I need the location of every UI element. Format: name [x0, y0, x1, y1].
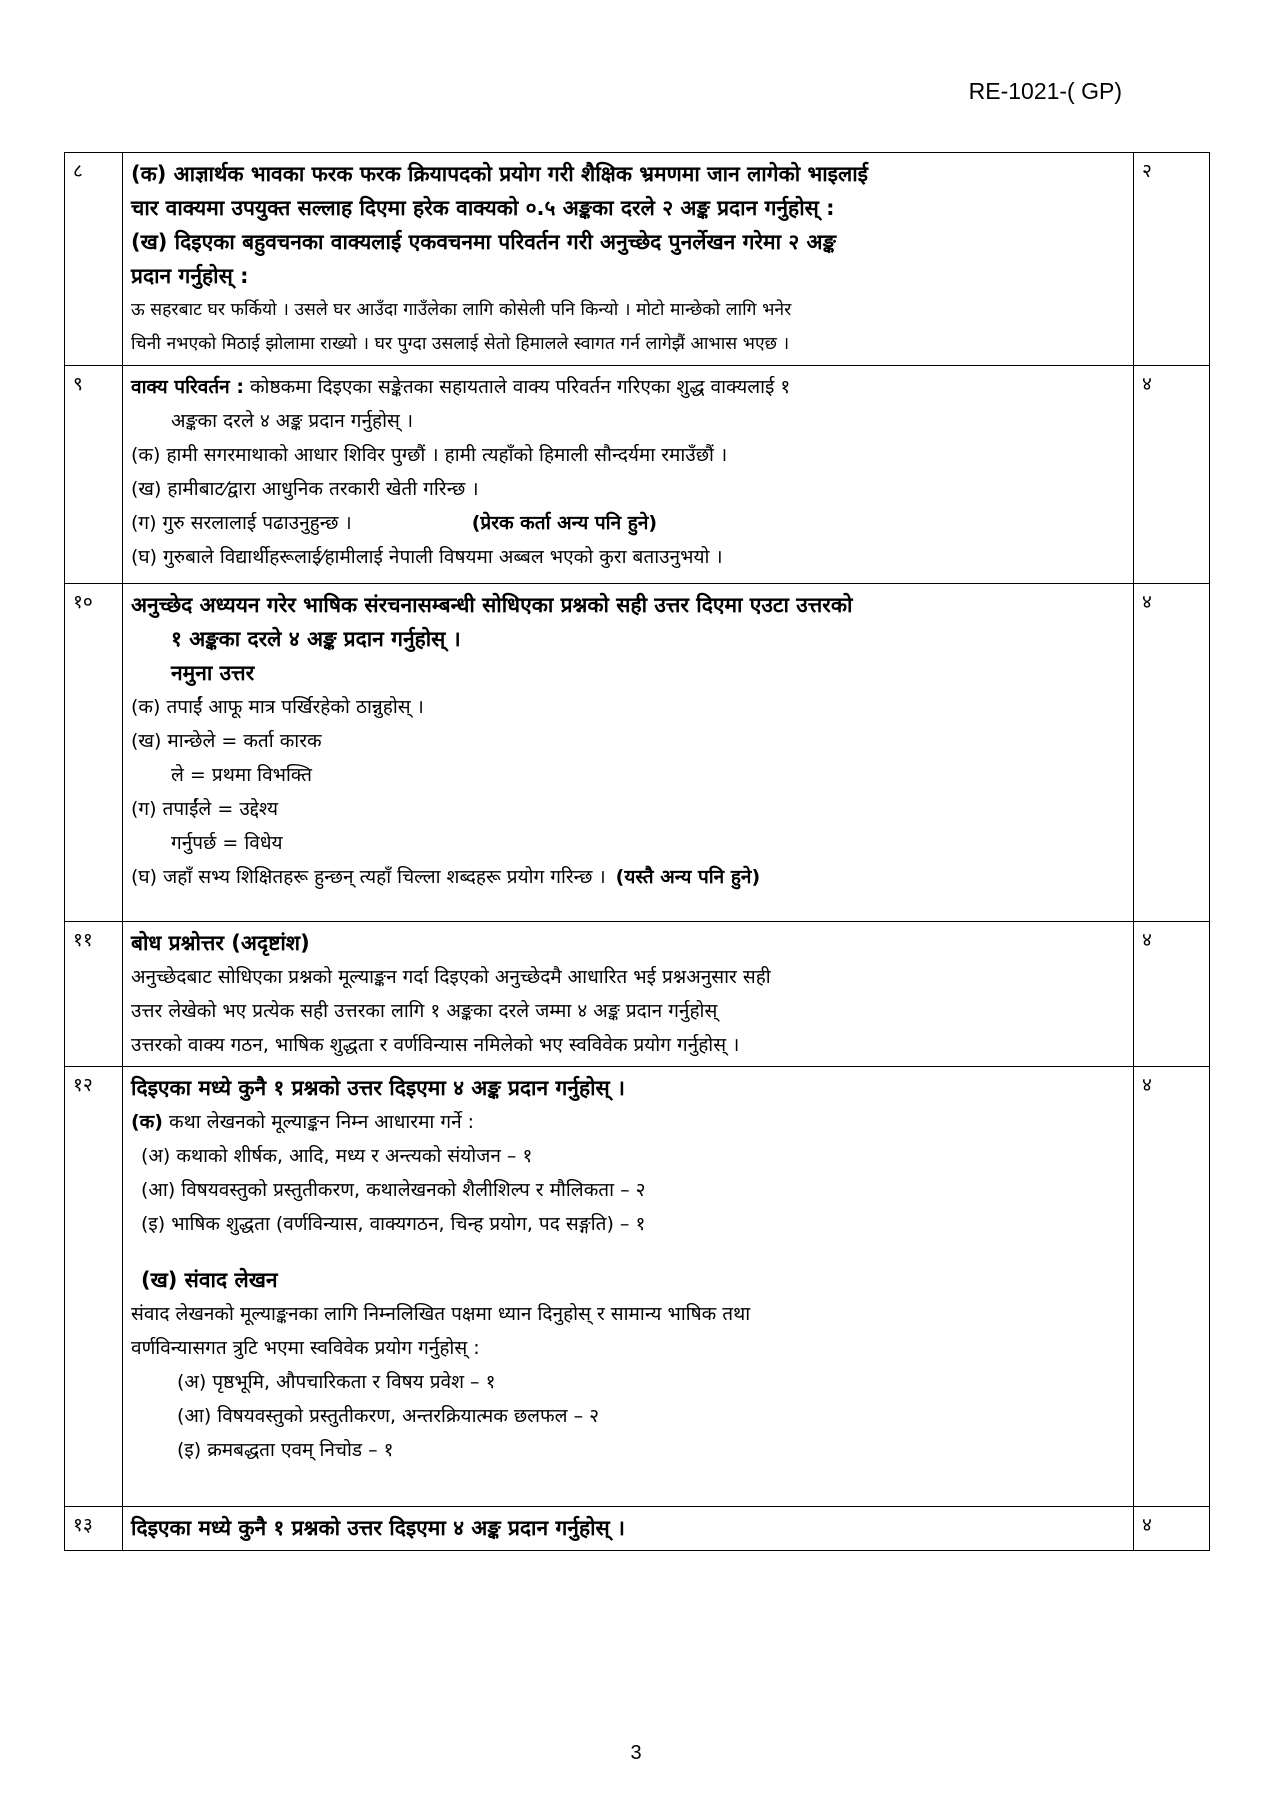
answer-line: (ख) हामीबाट⁄द्वारा आधुनिक तरकारी खेती गरिन्छ । [131, 478, 479, 500]
marks-value: ४ [1134, 922, 1210, 1067]
section-heading: दिइएका मध्ये कुनै १ प्रश्नको उत्तर दिइएमा ४ अङ्क प्रदान गर्नुहोस् । [131, 1516, 625, 1540]
instruction-line: (क) आज्ञार्थक भावका फरक फरक क्रियापदको प्रयोग गरी शैक्षिक भ्रमणमा जान लागेको भाइलाई [131, 162, 868, 186]
answer-line: (ख) मान्छेले = कर्ता कारक [131, 730, 322, 752]
table-row [65, 1067, 1210, 1507]
answer-line: (क) तपाईं आफू मात्र पर्खिरहेको ठान्नुहोस् । [131, 696, 424, 718]
table-row [65, 1507, 1210, 1551]
criteria-item: (अ) कथाको शीर्षक, आदि, मध्य र अन्त्यको संयोजन – १ [141, 1145, 533, 1167]
criteria-item: (आ) विषयवस्तुको प्रस्तुतीकरण, अन्तरक्रियात्मक छलफल – २ [177, 1405, 600, 1427]
criteria-item: (आ) विषयवस्तुको प्रस्तुतीकरण, कथालेखनको शैलीशिल्प र मौलिकता – २ [141, 1179, 646, 1201]
instruction-line: संवाद लेखनको मूल्याङ्कनका लागि निम्नलिखित पक्षमा ध्यान दिनुहोस् र सामान्य भाषिक तथा [131, 1303, 751, 1325]
passage-line: ऊ सहरबाट घर फर्कियो । उसले घर आउँदा गाउँलेका लागि कोसेली पनि किन्यो । मोटो मान्छेको लागि भनेर [131, 300, 792, 320]
criteria-item: (अ) पृष्ठभूमि, औपचारिकता र विषय प्रवेश – १ [177, 1371, 496, 1393]
instruction-line: उत्तर लेखेको भए प्रत्येक सही उत्तरका लागि १ अङ्कका दरले जम्मा ४ अङ्क प्रदान गर्नुहोस् [131, 1000, 718, 1022]
passage-line: चिनी नभएको मिठाई झोलामा राख्यो । घर पुग्दा उसलाई सेतो हिमालले स्वागत गर्न लागेझैं आभास भएछ । [131, 334, 790, 354]
instruction-line: अङ्कका दरले ४ अङ्क प्रदान गर्नुहोस् । [171, 410, 414, 432]
instruction-line: १ अङ्कका दरले ४ अङ्क प्रदान गर्नुहोस् । [171, 627, 461, 651]
marks-value: ४ [1134, 366, 1210, 584]
question-content [123, 584, 1134, 922]
instruction-line: अनुच्छेदबाट सोधिएका प्रश्नको मूल्याङ्कन गर्दा दिइएको अनुच्छेदमै आधारित भई प्रश्नअनुसार सही [131, 966, 771, 988]
question-number: १० [65, 584, 123, 922]
question-number: १२ [65, 1067, 123, 1507]
section-heading: दिइएका मध्ये कुनै १ प्रश्नको उत्तर दिइएमा ४ अङ्क प्रदान गर्नुहोस् । [131, 1076, 625, 1100]
table-row [65, 584, 1210, 922]
marks-value: ४ [1134, 1067, 1210, 1507]
document-code: RE-1021-( GP) [968, 78, 1122, 104]
question-number: ९ [65, 366, 123, 584]
table-row [65, 366, 1210, 584]
answer-line: (ग) गुरु सरलालाई पढाउनुहुन्छ । [131, 512, 352, 534]
instruction-line: उत्तरको वाक्य गठन, भाषिक शुद्धता र वर्णविन्यास नमिलेको भए स्वविवेक प्रयोग गर्नुहोस् । [131, 1034, 740, 1056]
subsection-label: (क) [131, 1111, 163, 1133]
marks-value: ४ [1134, 1507, 1210, 1551]
page-number: 3 [630, 1742, 642, 1764]
answer-line: (घ) गुरुबाले विद्यार्थीहरूलाई⁄हामीलाई नेपाली विषयमा अब्बल भएको कुरा बताउनुभयो । [131, 546, 723, 568]
instruction-line: (ख) दिइएका बहुवचनका वाक्यलाई एकवचनमा परिवर्तन गरी अनुच्छेद पुनर्लेखन गरेमा २ अङ्क [131, 230, 836, 254]
question-number: ११ [65, 922, 123, 1067]
section-heading: बोध प्रश्नोत्तर (अदृष्टांश) [131, 931, 310, 955]
table-row [65, 922, 1210, 1067]
answer-line: गर्नुपर्छ = विधेय [171, 832, 283, 854]
instruction-text: कथा लेखनको मूल्याङ्कन निम्न आधारमा गर्ने : [162, 1111, 475, 1133]
instruction-line: चार वाक्यमा उपयुक्त सल्लाह दिएमा हरेक वाक्यको ०.५ अङ्कका दरले २ अङ्क प्रदान गर्नुहोस् : [131, 196, 835, 220]
marking-scheme-table [64, 152, 1210, 1551]
question-content [123, 922, 1134, 1067]
answer-line: (ग) तपाईंले = उद्देश्य [131, 798, 279, 820]
criteria-item: (इ) क्रमबद्धता एवम् निचोड – १ [177, 1439, 394, 1461]
criteria-item: (इ) भाषिक शुद्धता (वर्णविन्यास, वाक्यगठन, चिन्ह प्रयोग, पद सङ्गति) – १ [141, 1213, 646, 1235]
instruction-line: वर्णविन्यासगत त्रुटि भएमा स्वविवेक प्रयोग गर्नुहोस् : [131, 1337, 480, 1359]
answer-note: (यस्तै अन्य पनि हुने) [615, 866, 761, 888]
instruction-line: प्रदान गर्नुहोस् : [131, 264, 249, 288]
table-row [65, 153, 1210, 366]
answer-line: (घ) जहाँ सभ्य शिक्षितहरू हुन्छन् त्यहाँ चिल्ला शब्दहरू प्रयोग गरिन्छ । [131, 866, 606, 888]
question-content [123, 1507, 1134, 1551]
marks-value: २ [1134, 153, 1210, 366]
sample-answer-heading: नमुना उत्तर [171, 661, 255, 685]
answer-line: ले = प्रथमा विभक्ति [171, 764, 312, 786]
answer-line: (क) हामी सगरमाथाको आधार शिविर पुग्छौं । हामी त्यहाँको हिमाली सौन्दर्यमा रमाउँछौं । [131, 444, 728, 466]
question-content [123, 153, 1134, 366]
question-number: १३ [65, 1507, 123, 1551]
answer-note: (प्रेरक कर्ता अन्य पनि हुने) [471, 512, 658, 534]
subsection-heading: (ख) संवाद लेखन [141, 1268, 278, 1292]
question-content [123, 1067, 1134, 1507]
question-content [123, 366, 1134, 584]
question-number: ८ [65, 153, 123, 366]
instruction-line: अनुच्छेद अध्ययन गरेर भाषिक संरचनासम्बन्धी सोधिएका प्रश्नको सही उत्तर दिएमा एउटा उत्तरको [131, 593, 853, 617]
section-heading: वाक्य परिवर्तन : [131, 376, 244, 398]
marks-value: ४ [1134, 584, 1210, 922]
instruction-text: कोष्ठकमा दिइएका सङ्केतका सहायताले वाक्य परिवर्तन गरिएका शुद्ध वाक्यलाई १ [243, 376, 791, 398]
